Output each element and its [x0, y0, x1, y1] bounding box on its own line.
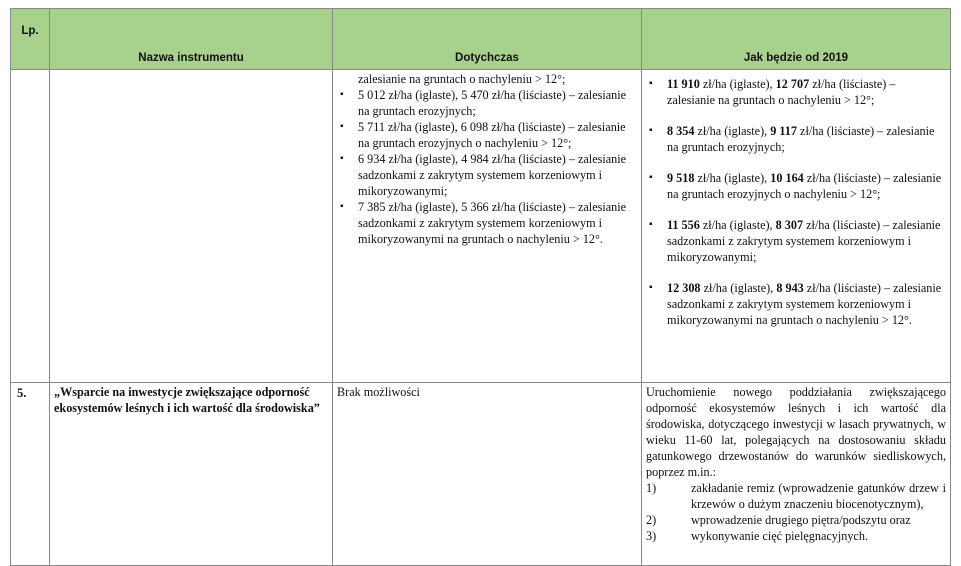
list-item — [337, 87, 637, 119]
numbered-item — [646, 512, 946, 528]
bullet-icon: ▪ — [649, 78, 653, 89]
bullet-icon: ▪ — [340, 89, 344, 100]
od-2019-points — [646, 480, 946, 544]
list-item-text: zł/ha (liściaste) – zalesianie na gruntach erozyjnych o nachyleniu > 12°; — [667, 171, 942, 201]
list-item — [646, 217, 946, 265]
item-number: 3) — [646, 529, 657, 543]
row1-name — [50, 70, 333, 383]
row1-dotychczas — [333, 70, 642, 383]
list-item — [337, 151, 637, 199]
od-2019-intro: Uruchomienie nowego poddziałania zwiększającego odporność ekosystemów leśnych i ich wartość dla środowiska, dotyczącego inwestycji w lasach prywatnych, w wieku 11-60 lat, polegających na dostosowaniu składu gatunkowego drzewostanów do warunków siedliskowych, poprzez m.in.: — [646, 385, 946, 479]
item-number: 2) — [646, 513, 657, 527]
od-2019-list — [646, 76, 946, 328]
bullet-icon: ▪ — [340, 153, 344, 164]
header-instrument: Nazwa instrumentu — [50, 9, 333, 70]
amount-iglaste: 11 910 — [667, 77, 700, 91]
instrument-table-frame — [10, 8, 950, 566]
dotychczas-continuation: zalesianie na gruntach o nachyleniu > 12°; — [358, 72, 566, 86]
row2-dotychczas: Brak możliwości — [333, 383, 642, 566]
row1-lp — [11, 70, 50, 383]
dotychczas-list — [337, 87, 637, 247]
list-item-text: zł/ha (iglaste), — [694, 171, 771, 185]
list-item — [337, 119, 637, 151]
list-item — [337, 199, 637, 247]
bullet-icon: ▪ — [649, 219, 653, 230]
list-item — [646, 76, 946, 108]
item-text: wprowadzenie drugiego piętra/podszytu oraz — [691, 513, 911, 527]
amount-iglaste: 8 354 — [667, 124, 695, 138]
header-od-2019: Jak będzie od 2019 — [642, 9, 951, 70]
numbered-item — [646, 480, 946, 512]
list-item — [646, 170, 946, 202]
item-number: 1) — [646, 481, 657, 495]
table-row — [11, 70, 951, 383]
amount-lisciaste: 8 307 — [775, 218, 804, 232]
header-lp: Lp. — [11, 9, 50, 70]
list-item — [646, 280, 946, 328]
header-dotychczas: Dotychczas — [333, 9, 642, 70]
amount-lisciaste: 9 117 — [770, 124, 797, 138]
numbered-item — [646, 528, 946, 544]
list-item-text: zł/ha (iglaste), — [699, 218, 776, 232]
list-item-text: 5 711 zł/ha (iglaste), 6 098 zł/ha (liściaste) – zalesianie na gruntach erozyjnych o nachyleniu > 12°; — [358, 120, 626, 150]
amount-iglaste: 12 308 — [667, 281, 701, 295]
row2-od-2019 — [642, 383, 951, 566]
bullet-icon: ▪ — [340, 201, 344, 212]
amount-lisciaste: 8 943 — [776, 281, 804, 295]
amount-lisciaste: 10 164 — [770, 171, 804, 185]
amount-lisciaste: 12 707 — [775, 77, 810, 91]
list-item — [646, 123, 946, 155]
bullet-icon: ▪ — [340, 121, 344, 132]
list-item-text: zł/ha (iglaste), — [700, 281, 777, 295]
row2-lp: 5. — [11, 383, 50, 566]
list-item-text: 6 934 zł/ha (iglaste), 4 984 zł/ha (liściaste) – zalesianie sadzonkami z zakrytym systemem korzeniowym i mikoryzowanymi; — [358, 152, 627, 198]
header-row — [11, 9, 951, 70]
amount-iglaste: 9 518 — [667, 171, 695, 185]
item-text: zakładanie remiz (wprowadzenie gatunków drzew i krzewów o dużym znaczeniu biocenotycznym), — [691, 481, 946, 511]
list-item-text: zł/ha (iglaste), — [694, 124, 771, 138]
bullet-icon: ▪ — [649, 172, 653, 183]
list-item-text: 7 385 zł/ha (iglaste), 5 366 zł/ha (liściaste) – zalesianie sadzonkami z zakrytym systemem korzeniowym i mikoryzowanymi na gruntach o nachyleniu > 12°. — [358, 200, 627, 246]
bullet-icon: ▪ — [649, 125, 653, 136]
row1-od-2019 — [642, 70, 951, 383]
list-item-text: zł/ha (liściaste) – zalesianie sadzonkami z zakrytym systemem korzeniowym i mikoryzowanymi na gruntach o nachyleniu > 12°. — [667, 281, 942, 327]
instrument-comparison-table — [10, 8, 951, 566]
row2-name: „Wsparcie na inwestycje zwiększające odporność ekosystemów leśnych i ich wartość dla środowiska” — [50, 383, 333, 566]
list-item-text: zł/ha (liściaste) – zalesianie sadzonkami z zakrytym systemem korzeniowym i mikoryzowanymi; — [667, 218, 941, 264]
bullet-icon: ▪ — [649, 282, 653, 293]
list-item-text: zł/ha (iglaste), — [699, 77, 776, 91]
item-text: wykonywanie cięć pielęgnacyjnych. — [691, 529, 868, 543]
list-item-text: zł/ha (liściaste) – zalesianie na gruntach erozyjnych; — [667, 124, 935, 154]
table-row — [11, 383, 951, 566]
amount-iglaste: 11 556 — [667, 218, 700, 232]
list-item-text: zł/ha (liściaste) – zalesianie na gruntach o nachyleniu > 12°; — [667, 77, 896, 107]
list-item-text: 5 012 zł/ha (iglaste), 5 470 zł/ha (liściaste) – zalesianie na gruntach erozyjnych; — [358, 88, 627, 118]
